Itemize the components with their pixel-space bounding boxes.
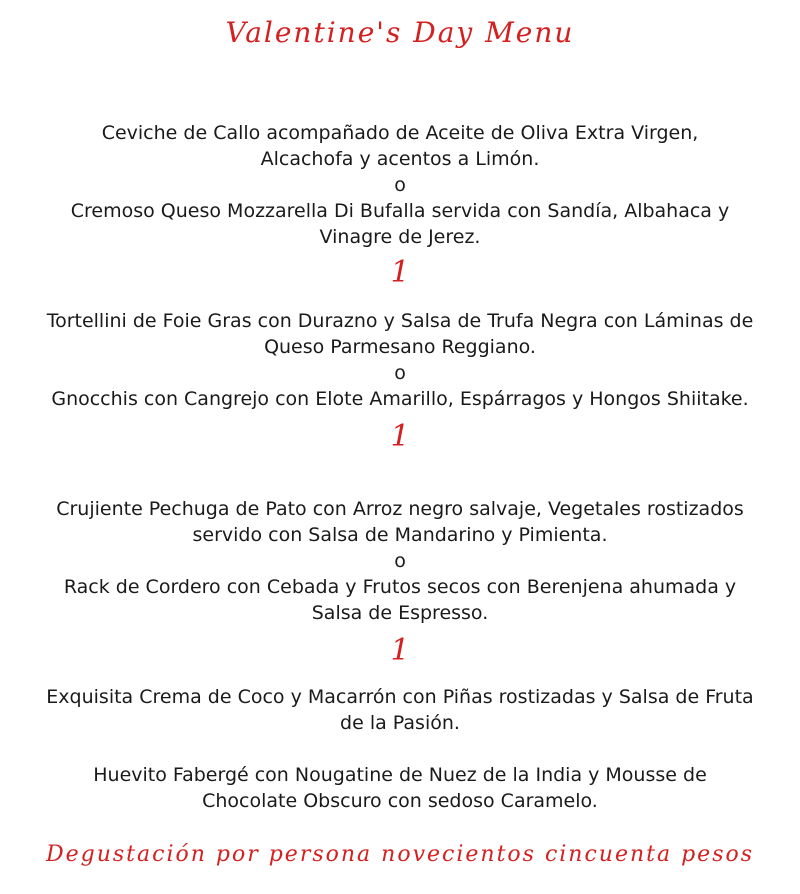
dessert-1-line-1: Exquisita Crema de Coco y Macarrón con Piñas rostizadas y Salsa de Fruta [46, 686, 754, 708]
course-2-option-2-line-1: Gnocchis con Cangrejo con Elote Amarillo, Espárragos y Hongos Shiitake. [51, 388, 749, 410]
course-2-or: o [394, 362, 406, 384]
dessert-2 [0, 762, 800, 814]
price-footer: Degustación por persona novecientos cincuenta pesos [45, 842, 755, 867]
course-2 [0, 308, 800, 412]
course-separator-1: 1 [390, 255, 410, 290]
course-3-option-1-line-1: Crujiente Pechuga de Pato con Arroz negro salvaje, Vegetales rostizados [56, 498, 744, 520]
course-3-option-1-line-2: servido con Salsa de Mandarino y Pimienta. [192, 524, 608, 546]
course-1-option-1-line-1: Ceviche de Callo acompañado de Aceite de Oliva Extra Virgen, [101, 122, 699, 144]
course-3-or: o [394, 550, 406, 572]
dessert-1 [0, 684, 800, 736]
dessert-2-line-1: Huevito Fabergé con Nougatine de Nuez de la India y Mousse de [93, 764, 707, 786]
course-1 [0, 120, 800, 250]
course-3-option-2-line-2: Salsa de Espresso. [311, 602, 489, 624]
course-3 [0, 496, 800, 626]
course-1-option-2-line-1: Cremoso Queso Mozzarella Di Bufalla servida con Sandía, Albahaca y [70, 200, 730, 222]
course-1-option-2-line-2: Vinagre de Jerez. [319, 226, 481, 248]
dessert-1-line-2: de la Pasión. [340, 712, 460, 734]
dessert-2-line-2: Chocolate Obscuro con sedoso Caramelo. [202, 790, 598, 812]
course-2-option-1-line-2: Queso Parmesano Reggiano. [264, 336, 536, 358]
course-1-or: o [394, 174, 406, 196]
course-2-option-1-line-1: Tortellini de Foie Gras con Durazno y Salsa de Trufa Negra con Láminas de [46, 310, 754, 332]
course-separator-2: 1 [390, 419, 410, 454]
course-3-option-2-line-1: Rack de Cordero con Cebada y Frutos secos con Berenjena ahumada y [63, 576, 737, 598]
course-separator-3: 1 [390, 633, 410, 668]
course-1-option-1-line-2: Alcachofa y acentos a Limón. [260, 148, 540, 170]
menu-title: Valentine's Day Menu [225, 16, 575, 49]
